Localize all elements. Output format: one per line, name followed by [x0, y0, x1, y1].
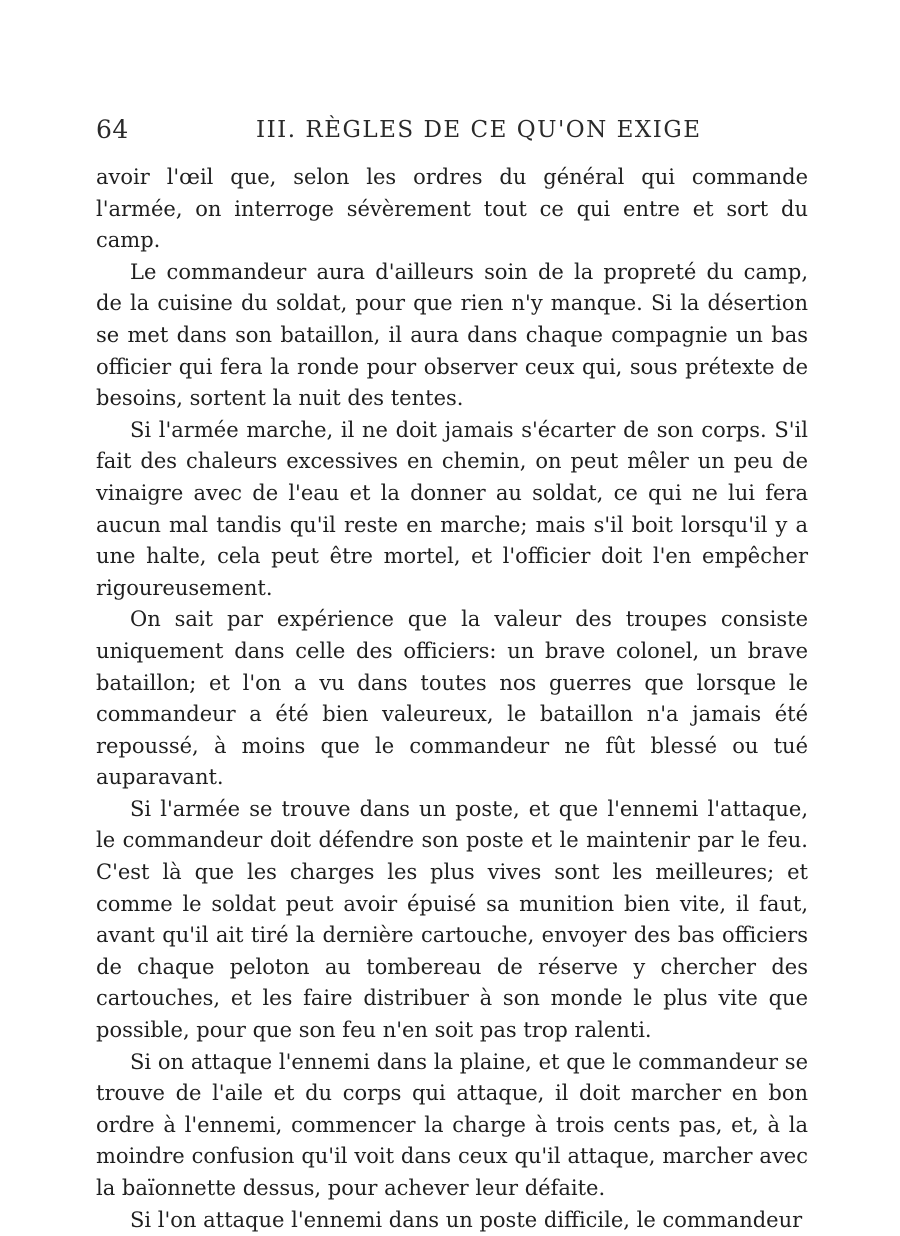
paragraph: Si on attaque l'ennemi dans la plaine, et que le commandeur se trouve de l'aile et du corps qui attaque, il doit marcher en bon ordre à l'ennemi, commencer la charge à trois cents pas, et, à la moindre confusion qu'il voit dans ceux qu'il attaque, marcher avec la baïonnette dessus, pour achever leur défaite. — [96, 1049, 808, 1200]
paragraph-continued: avoir l'œil que, selon les ordres du général qui commande l'armée, on interroge sévèrement tout ce qui entre et sort du camp. — [96, 165, 808, 253]
page-number: 64 — [96, 115, 129, 144]
paragraph: Si l'armée marche, il ne doit jamais s'écarter de son corps. S'il fait des chaleurs excessives en chemin, on peut mêler un peu de vinaigre avec de l'eau et la donner au soldat, ce qui ne lui fera aucun mal tandis qu'il reste en marche; mais s'il boit lorsqu'il y a une halte, cela peut être mortel, et l'officier doit l'en empêcher rigoureusement. — [96, 417, 808, 600]
body-text — [96, 162, 808, 1236]
paragraph-final-line: Si l'on attaque l'ennemi dans un poste difficile, le commandeur — [130, 1207, 803, 1232]
paragraph: On sait par expérience que la valeur des troupes consiste uniquement dans celle des officiers: un brave colonel, un brave bataillon; et l'on a vu dans toutes nos guerres que lorsque le commandeur a été bien valeureux, le bataillon n'a jamais été repoussé, à moins que le commandeur ne fût blessé ou tué auparavant. — [96, 607, 808, 790]
page-header — [96, 112, 808, 148]
running-head: III. RÈGLES DE CE QU'ON EXIGE — [256, 117, 702, 143]
paragraph: Si l'armée se trouve dans un poste, et que l'ennemi l'attaque, le commandeur doit défendre son poste et le maintenir par le feu. C'est là que les charges les plus vives sont les meilleures; et comme le soldat peut avoir épuisé sa munition bien vite, il faut, avant qu'il ait tiré la dernière cartouche, envoyer des bas officiers de chaque peloton au tombereau de réserve y chercher des cartouches, et les faire distribuer à son monde le plus vite que possible, pour que son feu n'en soit pas trop ralenti. — [96, 796, 808, 1043]
paragraph: Le commandeur aura d'ailleurs soin de la propreté du camp, de la cuisine du soldat, pour que rien n'y manque. Si la désertion se met dans son bataillon, il aura dans chaque compagnie un bas officier qui fera la ronde pour observer ceux qui, sous prétexte de besoins, sortent la nuit des tentes. — [96, 259, 808, 411]
